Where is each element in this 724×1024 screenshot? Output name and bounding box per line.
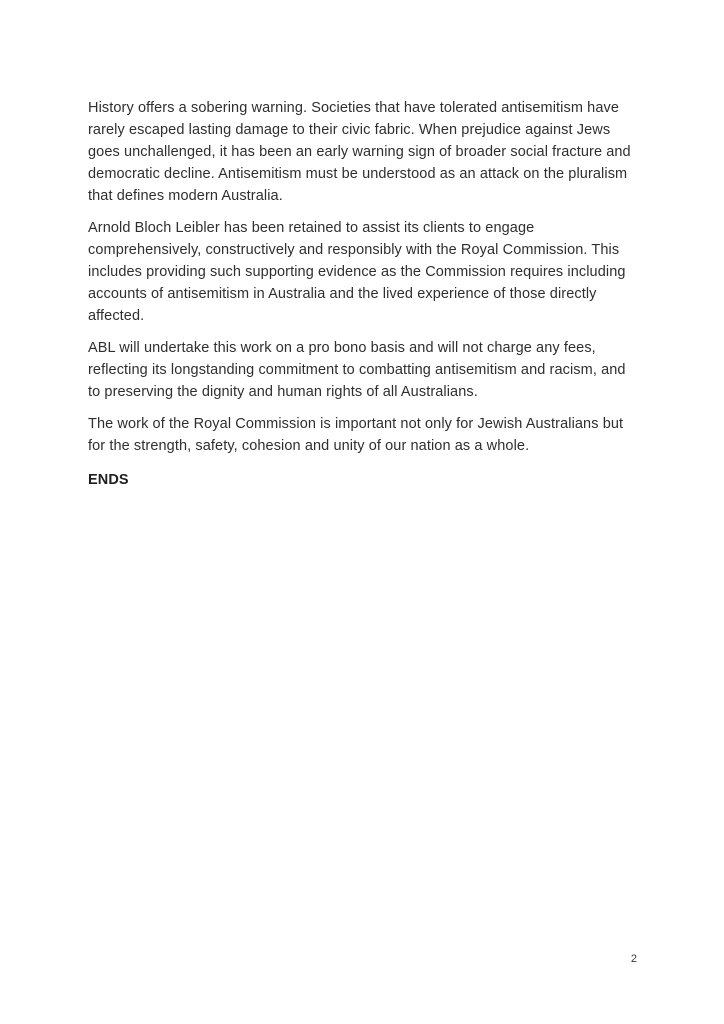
ends-marker: ENDS (88, 472, 129, 488)
page-number: 2 (630, 953, 637, 965)
paragraph-royal-commission-importance: The work of the Royal Commission is important not only for Jewish Australians but for the strength, safety, cohesion and unity of our nation as a whole. (88, 416, 624, 454)
paragraph-pro-bono: ABL will undertake this work on a pro bono basis and will not charge any fees, reflecting its longstanding commitment to combatting antisemitism and racism, and to preserving the dignity and human rights of all Australians. (88, 340, 626, 400)
document-body (88, 97, 638, 501)
paragraph-abl-retained: Arnold Bloch Leibler has been retained to assist its clients to engage comprehensively, constructively and responsibly with the Royal Commission. This includes providing such supporting evidence as the Commission requires including accounts of antisemitism in Australia and the lived experience of those directly affected. (88, 220, 626, 324)
paragraph-history-warning: History offers a sobering warning. Societies that have tolerated antisemitism have rarely escaped lasting damage to their civic fabric. When prejudice against Jews goes unchallenged, it has been an early warning sign of broader social fracture and democratic decline. Antisemitism must be understood as an attack on the pluralism that defines modern Australia. (88, 100, 631, 204)
